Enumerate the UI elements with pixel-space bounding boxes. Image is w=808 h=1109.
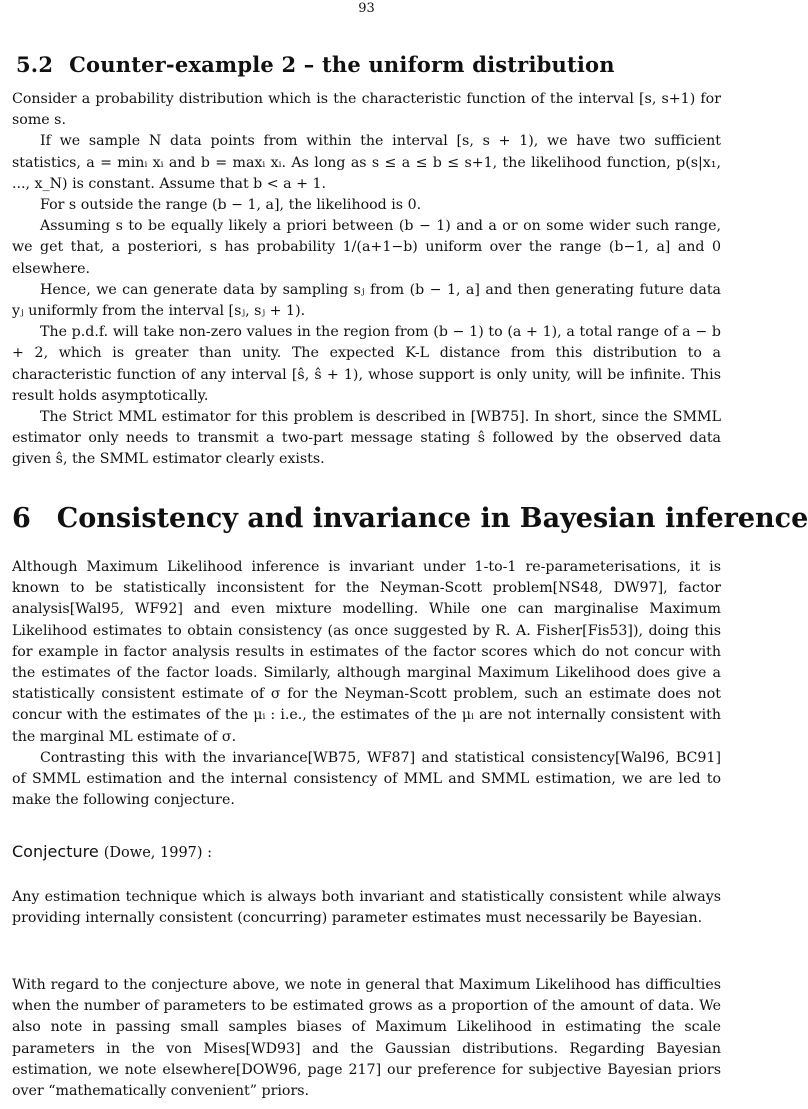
section-5-2-body: [12, 89, 721, 471]
section-6-number: 6: [12, 503, 31, 534]
paragraph: Assuming s to be equally likely a priori between (b − 1) and a or on some wider such range, we get that, a posteriori, s has probability 1/(a+1−b) uniform over the range (b−1, a] and 0 elsewhere.: [12, 218, 721, 277]
conjecture-label: Conjecture: [12, 842, 99, 861]
section-6-heading: [12, 503, 808, 534]
conjecture-statement: [12, 887, 721, 929]
paragraph: The Strict MML estimator for this problem is described in [WB75]. In short, since the SMML estimator only needs to transmit a two-part message stating ŝ followed by the observed data given ŝ, the SMML estimator clearly exists.: [12, 409, 721, 468]
section-5-2-heading: [16, 52, 615, 77]
paragraph: Consider a probability distribution which is the characteristic function of the interval [s, s+1) for some s.: [12, 91, 721, 129]
paragraph: Although Maximum Likelihood inference is invariant under 1-to-1 re-parameterisations, it is known to be statistically inconsistent for the Neyman-Scott problem[NS48, DW97], factor analysis[Wal95, WF92] and even mixture modelling. While one can marginalise Maximum Likelihood estimates to obtain consistency (as once suggested by R. A. Fisher[Fis53]), doing this for example in factor analysis results in estimates of the factor scores which do not concur with the estimates of the factor loads. Similarly, although marginal Maximum Likelihood does give a statistically consistent estimate of σ for the Neyman-Scott problem, such an estimate does not concur with the estimates of the μᵢ : i.e., the estimates of the μᵢ are not internally consistent with the marginal ML estimate of σ.: [12, 559, 721, 745]
paragraph: With regard to the conjecture above, we note in general that Maximum Likelihood has difficulties when the number of parameters to be estimated grows as a proportion of the amount of data. We also note in passing small samples biases of Maximum Likelihood in estimating the scale parameters in the von Mises[WD93] and the Gaussian distributions. Regarding Bayesian estimation, we note elsewhere[DOW96, page 217] our preference for subjective Bayesian priors over “mathematically convenient” priors.: [12, 977, 721, 1100]
paragraph: Any estimation technique which is always both invariant and statistically consistent while always providing internally consistent (concurring) parameter estimates must necessarily be Bayesian.: [12, 889, 721, 927]
paragraph: The p.d.f. will take non-zero values in the region from (b − 1) to (a + 1), a total range of a − b + 2, which is greater than unity. The expected K-L distance from this distribution to a characteristic function of any interval [ŝ, ŝ + 1), whose support is only unity, will be infinite. This result holds asymptotically.: [12, 324, 721, 404]
conjecture-heading: [12, 842, 212, 861]
section-5-2-title: Counter-example 2 – the uniform distribution: [69, 52, 615, 77]
paragraph: If we sample N data points from within the interval [s, s + 1), we have two sufficient statistics, a = minᵢ xᵢ and b = maxᵢ xᵢ. As long as s ≤ a ≤ b ≤ s+1, the likelihood function, p(s|x₁, ..., x_N) is constant. Assume that b < a + 1.: [12, 133, 721, 192]
paragraph: Contrasting this with the invariance[WB75, WF87] and statistical consistency[Wal96, BC91] of SMML estimation and the internal consistency of MML and SMML estimation, we are led to make the following conjecture.: [12, 749, 721, 809]
section-5-2-number: 5.2: [16, 52, 54, 77]
paragraph: Hence, we can generate data by sampling sⱼ from (b − 1, a] and then generating future data yⱼ uniformly from the interval [sⱼ, sⱼ + 1).: [12, 281, 721, 320]
page-number: 93: [358, 1, 375, 16]
section-6-body: [12, 557, 721, 811]
closing-paragraph: [12, 975, 721, 1102]
section-6-title: Consistency and invariance in Bayesian inference: [56, 503, 808, 534]
paragraph: For s outside the range (b − 1, a], the likelihood is 0.: [40, 197, 422, 214]
conjecture-attribution: (Dowe, 1997) :: [103, 845, 213, 861]
